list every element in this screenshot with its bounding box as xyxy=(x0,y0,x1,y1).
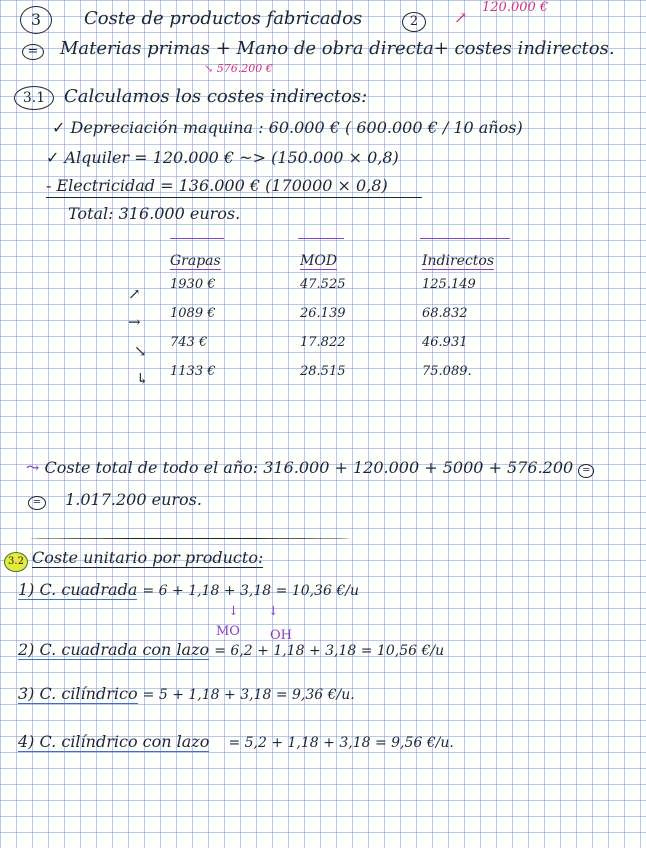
table-cell: 28.515 xyxy=(300,364,346,379)
header-mod: MOD xyxy=(300,253,338,269)
section-3-number-circle: 3 xyxy=(20,6,52,34)
table-cell: 47.525 xyxy=(300,277,346,292)
header-overline-grapas xyxy=(170,238,224,239)
header-indirectos: Indirectos xyxy=(422,253,495,269)
product-formula: = 5,2 + 1,18 + 3,18 = 9,56 €/u. xyxy=(228,735,454,751)
section-3-2-number-circle: 3.2 xyxy=(4,552,28,572)
check-icon: ✓ xyxy=(46,148,60,167)
header-grapas: Grapas xyxy=(170,253,221,269)
product-label: 3) C. cilíndrico xyxy=(18,684,138,703)
indirect-total: Total: 316.000 euros. xyxy=(68,204,241,223)
annotation-arrows: ↓ ↓ xyxy=(228,604,279,619)
column-grapas xyxy=(170,250,260,386)
annual-total-result xyxy=(28,490,202,510)
arrow-down-then-right-icon: ↳ xyxy=(136,370,149,388)
bullet-circle-icon: = xyxy=(28,496,46,510)
check-icon: ✓ xyxy=(52,118,66,137)
pink-subnote: ↘ 576.200 € xyxy=(204,62,273,75)
pink-annotation-top: 120.000 € xyxy=(482,0,549,15)
item-value: : 60.000 € ( 600.000 € / 10 años) xyxy=(258,118,523,137)
indirect-item-rent xyxy=(46,148,399,167)
check-icon: - xyxy=(46,176,52,195)
column-mod xyxy=(300,250,390,386)
annotation-mo: MO xyxy=(216,624,240,639)
item-value: = 136.000 € (170000 × 0,8) xyxy=(160,176,388,195)
arrow-down-right-icon: ↘ xyxy=(134,342,147,360)
product-formula: = 6 + 1,18 + 3,18 = 10,36 €/u xyxy=(142,583,359,599)
section-3-1-heading: Calculamos los costes indirectos: xyxy=(64,86,368,107)
cost-composition-line: Materias primas + Mano de obra directa+ costes indirectos. xyxy=(60,38,615,59)
header-overline-mod xyxy=(298,238,344,239)
equals-circle-icon: = xyxy=(578,464,594,478)
product-formula: = 5 + 1,18 + 3,18 = 9,36 €/u. xyxy=(142,687,355,703)
product-cost-item-3 xyxy=(18,684,355,703)
item-value: = 120.000 € ~> (150.000 × 0,8) xyxy=(134,148,399,167)
item-label: Alquiler xyxy=(64,148,130,167)
product-cost-item-4 xyxy=(18,732,454,751)
annual-total-text: Coste total de todo el año: 316.000 + 120.000 + 5000 + 576.200 xyxy=(44,458,574,477)
arrow-up-right-icon: ↗ xyxy=(128,285,141,303)
indirect-item-depreciation xyxy=(52,118,523,137)
section-divider-line xyxy=(30,538,350,539)
table-cell: 125.149 xyxy=(422,277,476,292)
squiggle-arrow-icon: ⤳ xyxy=(26,458,40,477)
arrow-right-icon: → xyxy=(128,313,141,331)
table-cell: 743 € xyxy=(170,335,208,350)
product-cost-item-2 xyxy=(18,640,444,659)
product-label: 4) C. cilíndrico con lazo xyxy=(18,732,210,751)
column-indirectos xyxy=(422,250,532,386)
note-mark-circle: 2 xyxy=(402,12,426,32)
pink-arrow-icon: ↗ xyxy=(454,8,468,27)
table-cell: 26.139 xyxy=(300,306,346,321)
section-3-title: Coste de productos fabricados xyxy=(84,8,363,29)
product-formula: = 6,2 + 1,18 + 3,18 = 10,56 €/u xyxy=(214,643,445,659)
table-cell: 1133 € xyxy=(170,364,216,379)
product-label: 1) C. cuadrada xyxy=(18,580,138,599)
item-label: Depreciación maquina xyxy=(70,118,254,137)
table-cell: 46.931 xyxy=(422,335,468,350)
table-cell: 1089 € xyxy=(170,306,216,321)
table-cell: 68.832 xyxy=(422,306,468,321)
item-label: Electricidad xyxy=(56,176,156,195)
product-label: 2) C. cuadrada con lazo xyxy=(18,640,210,659)
indirect-item-electricity xyxy=(46,176,388,195)
result-text: 1.017.200 euros. xyxy=(65,490,202,509)
header-overline-indirectos xyxy=(420,238,510,239)
table-cell: 1930 € xyxy=(170,277,216,292)
table-cell: 17.822 xyxy=(300,335,346,350)
sum-underline xyxy=(46,197,422,198)
bullet-circle-icon: = xyxy=(22,44,44,60)
section-3-2-heading: Coste unitario por producto: xyxy=(32,548,264,567)
section-3-1-number-circle: 3.1 xyxy=(14,86,54,110)
pink-subnote-value: 576.200 € xyxy=(216,62,273,75)
product-cost-item-1 xyxy=(18,580,359,599)
annotation-oh: OH xyxy=(270,628,292,643)
annual-total-line xyxy=(26,458,594,478)
table-cell: 75.089. xyxy=(422,364,472,379)
